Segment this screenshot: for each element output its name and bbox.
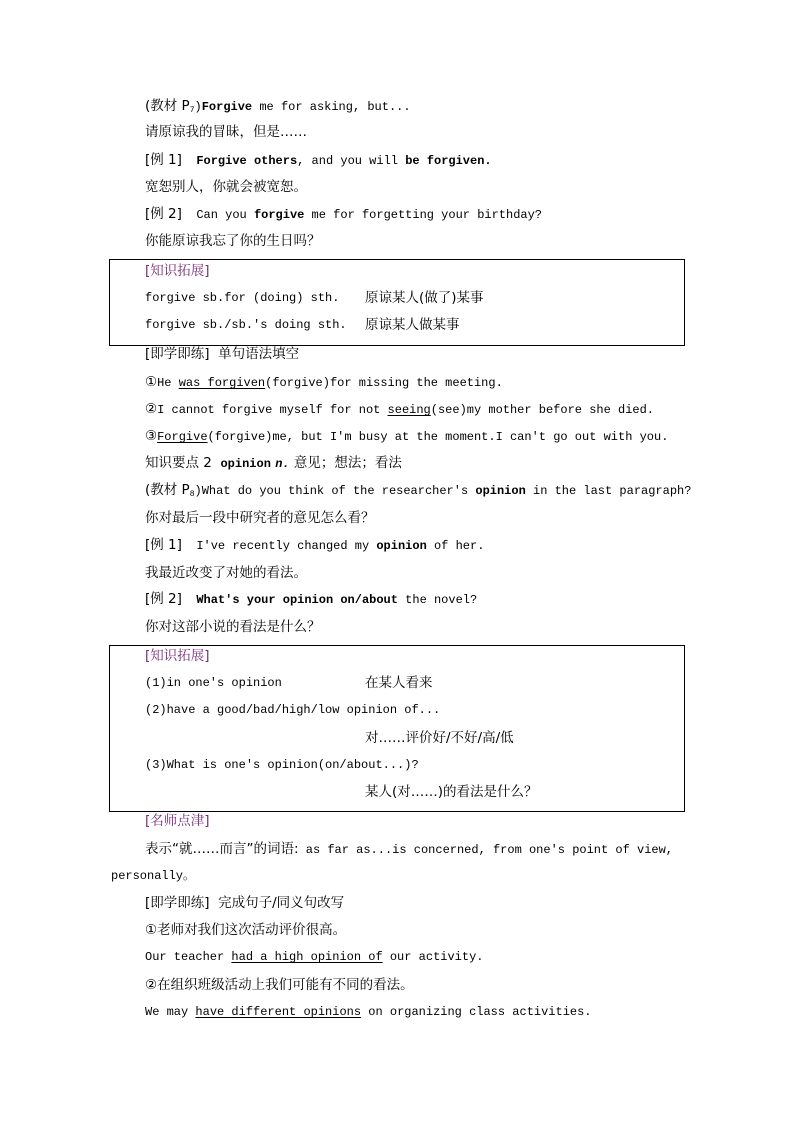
tip-title: [名师点津] <box>145 813 210 829</box>
exercise-title: [即学即练] 单句语法填空 <box>145 346 300 362</box>
example-2: [例 2] Can you forgive me for forgetting your birthday? <box>145 206 542 222</box>
box-row-en: (3)What is one's opinion(on/about...)? <box>145 758 419 772</box>
exercise-question: ②在组织班级活动上我们可能有不同的看法。 <box>145 977 414 993</box>
answer: have different opinions <box>195 1005 362 1019</box>
exercise-answer-line: We may have different opinions on organizing class activities. <box>145 1005 592 1019</box>
exercise-answer-line: Our teacher had a high opinion of our activity. <box>145 950 484 964</box>
textbook-reference: (教材 $P_7)Forgive$ me for asking, but... <box>145 98 411 115</box>
answer: was forgiven <box>178 376 266 390</box>
translation: 宽恕别人，你就会被宽恕。 <box>145 179 307 195</box>
box-row-en: forgive sb./sb.'s doing sth. <box>145 318 347 332</box>
box-row-zh: 原谅某人(做了)某事 <box>365 290 484 306</box>
box-title: [知识拓展] <box>145 648 210 664</box>
tip-text: 表示“就……而言”的词语: as far as...is concerned, from one's point of view, <box>145 841 674 857</box>
translation: 请原谅我的冒昧，但是…… <box>145 124 307 140</box>
example-1: [例 1] Forgive others, and you will be forgiven. <box>145 152 492 168</box>
box-row-zh: 原谅某人做某事 <box>365 317 460 333</box>
box-row-en: (1)in one's opinion <box>145 676 282 690</box>
answer: seeing <box>387 403 431 417</box>
box-row-en: forgive sb.for (doing) sth. <box>145 291 340 305</box>
box-row-zh: 某人(对……)的看法是什么？ <box>365 784 538 800</box>
textbook-reference: (教材 $P_8)What$ do you think of the researcher's opinion in the last paragraph? <box>145 482 692 499</box>
translation: 我最近改变了对她的看法。 <box>145 565 307 581</box>
answer: Forgive <box>157 430 208 444</box>
exercise-item: ②I cannot forgive myself for not seeing(see)my mother before she died. <box>145 401 655 417</box>
box-row-en: (2)have a good/bad/high/low opinion of... <box>145 703 441 717</box>
box-title: [知识拓展] <box>145 263 210 279</box>
box-row-zh: 对……评价好/不好/高/低 <box>365 730 514 746</box>
example-1: [例 1] I've recently changed my opinion of her. <box>145 537 485 553</box>
answer: had a high opinion of <box>231 950 383 964</box>
key-point-heading: 知识要点 2 opinion n. 意见；想法；看法 <box>145 455 402 471</box>
translation: 你对这部小说的看法是什么？ <box>145 619 321 635</box>
translation: 你能原谅我忘了你的生日吗？ <box>145 233 321 249</box>
box-row-zh: 在某人看来 <box>365 675 433 691</box>
exercise-title: [即学即练] 完成句子/同义句改写 <box>145 895 345 911</box>
example-2: [例 2] What's your opinion on/about the novel? <box>145 591 478 607</box>
exercise-item: ①He was forgiven(forgive)for missing the meeting. <box>145 374 503 390</box>
tip-text-continued: personally。 <box>111 869 196 883</box>
exercise-item: ③Forgive(forgive)me, but I'm busy at the moment.I can't go out with you. <box>145 428 669 444</box>
translation: 你对最后一段中研究者的意见怎么看？ <box>145 510 375 526</box>
exercise-question: ①老师对我们这次活动评价很高。 <box>145 922 347 938</box>
